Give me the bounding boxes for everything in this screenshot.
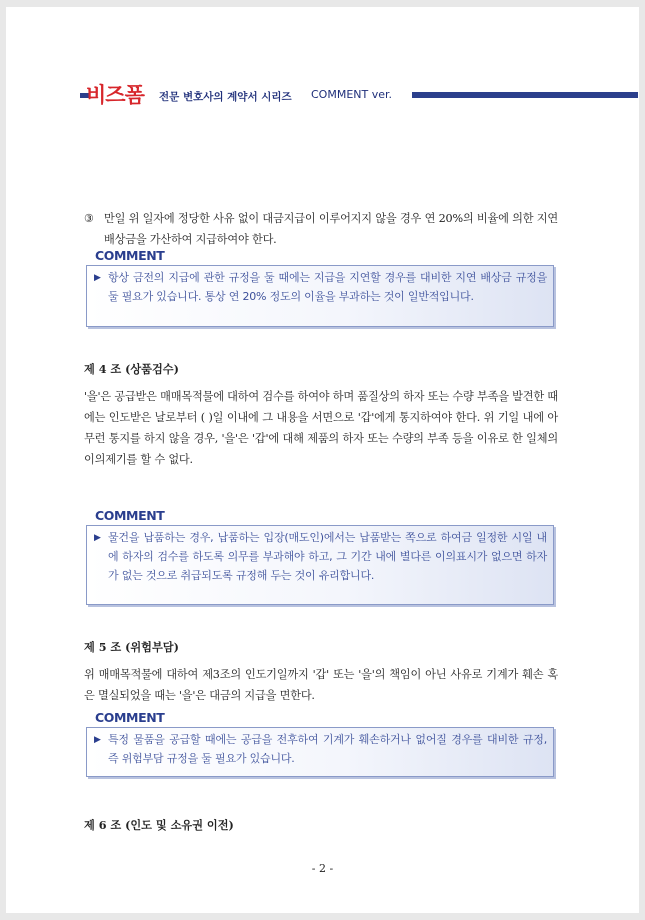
comment-box — [86, 727, 554, 777]
comment-box — [86, 525, 554, 605]
triangle-right-icon: ▶ — [94, 533, 101, 543]
article-5-title: 제 5 조 (위험부담) — [84, 640, 179, 654]
brand-logo: 비즈폼 — [86, 83, 144, 107]
clause-number: ③ — [84, 212, 94, 225]
header-version: COMMENT ver. — [311, 88, 393, 101]
comment-label: COMMENT — [95, 248, 165, 263]
page-number: - 2 - — [311, 862, 334, 875]
header-rule-right — [412, 92, 638, 98]
comment-box — [86, 265, 554, 327]
comment-label: COMMENT — [95, 508, 165, 523]
article-4-title: 제 4 조 (상품검수) — [84, 362, 179, 376]
triangle-right-icon: ▶ — [94, 273, 101, 283]
comment-text: 특정 물품을 공급할 때에는 공급을 전후하여 기계가 훼손하거나 없어질 경우를 대비한 규정, 즉 위험부담 규정을 둘 필요가 있습니다. — [108, 733, 547, 765]
header-subtitle: 전문 변호사의 계약서 시리즈 — [159, 91, 292, 103]
triangle-right-icon: ▶ — [94, 735, 101, 745]
clause-3 — [84, 208, 558, 250]
clause-text: 만일 위 일자에 정당한 사유 없이 대금지급이 이루어지지 않을 경우 연 20%의 비율에 의한 지연배상금을 가산하여 지급하여야 한다. — [104, 212, 558, 246]
article-6-title: 제 6 조 (인도 및 소유권 이전) — [84, 818, 234, 832]
article-4-body: '을'은 공급받은 매매목적물에 대하여 검수를 하여야 하며 품질상의 하자 또는 수량 부족을 발견한 때에는 인도받은 날로부터 ( )일 이내에 그 내용을 서면으로 '갑'에게 통지하여야 한다. 위 기일 내에 아무런 통지를 하지 않을 경우, '을'은 '갑'에 대해 제품의 하자 또는 수량의 부족 등을 이유로 한 일체의 이의제기를 할 수 없다. — [84, 390, 558, 466]
comment-text: 물건을 납품하는 경우, 납품하는 입장(매도인)에서는 납품받는 쪽으로 하여금 일정한 시일 내에 하자의 검수를 하도록 의무를 부과해야 하고, 그 기간 내에 별다른 이의표시가 없으면 하자가 없는 것으로 취급되도록 규정해 두는 것이 유리합니다. — [108, 531, 547, 582]
comment-text: 항상 금전의 지급에 관한 규정을 둘 때에는 지급을 지연할 경우를 대비한 지연 배상금 규정을 둘 필요가 있습니다. 통상 연 20% 정도의 이율을 부과하는 것이 일반적입니다. — [108, 271, 547, 303]
comment-label: COMMENT — [95, 710, 165, 725]
article-5-body: 위 매매목적물에 대하여 제3조의 인도기일까지 '갑' 또는 '을'의 책임이 아닌 사유로 기계가 훼손 혹은 멸실되었을 때는 '을'은 대금의 지급을 면한다. — [84, 668, 558, 702]
